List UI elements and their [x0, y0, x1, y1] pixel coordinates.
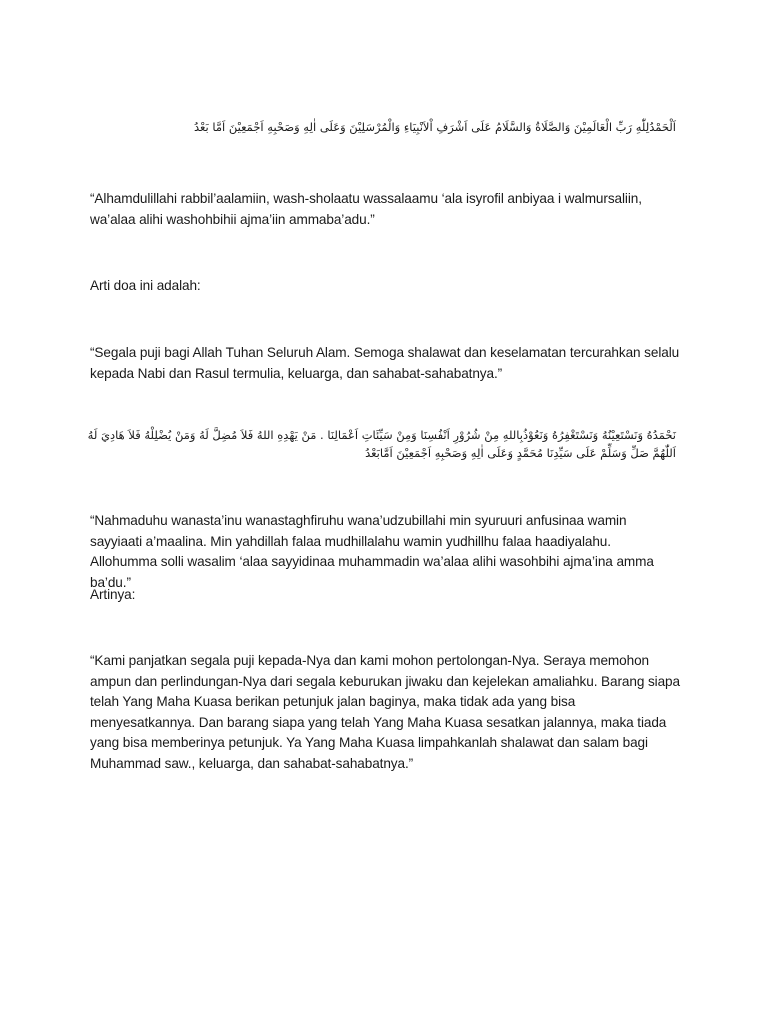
- translation-opening: “Segala puji bagi Allah Tuhan Seluruh Alam. Semoga shalawat dan keselamatan tercurahkan selalu kepada Nabi dan Rasul termulia, keluarga, dan sahabat-sahabatnya.”: [90, 345, 680, 381]
- meaning-label-second: Artinya:: [90, 587, 136, 602]
- meaning-label: Arti doa ini adalah:: [90, 278, 201, 293]
- latin-transliteration-second: “Nahmaduhu wanasta’inu wanastaghfiruhu wana’udzubillahi min syuruuri anfusinaa wamin sayyiaati a’maalina. Min yahdillah falaa mudhillalahu wamin yudhillhu falaa haadiyalahu. Allohumma solli wasalim ‘alaa sayyidinaa muhammadin wa’alaa alihi wasohbihi ajma’ina amma ba’du.”: [90, 513, 654, 590]
- latin-transliteration-opening: “Alhamdulillahi rabbil’aalamiin, wash-sholaatu wassalaamu ‘ala isyrofil anbiyaa i walmursaliin, wa’alaa alihi washohbihii ajma’iin ammaba’adu.”: [90, 191, 642, 227]
- translation-second: “Kami panjatkan segala puji kepada-Nya dan kami mohon pertolongan-Nya. Seraya memohon ampun dan perlindungan-Nya dari segala keburukan jiwaku dan kejelekan amaliahku. Barang siapa telah Yang Maha Kuasa berikan petunjuk jalan baginya, maka tidak ada yang bisa menyesatkannya. Dan barang siapa yang telah Yang Maha Kuasa sesatkan jalannya, maka tiada yang bisa memberinya petunjuk. Ya Yang Maha Kuasa limpahkanlah shalawat dan salam bagi Muhammad saw., keluarga, dan sahabat-sahabatnya.”: [90, 653, 680, 771]
- arabic-second-prayer: نَحْمَدُهُ وَنَسْتَعِيْنُهُ وَنَسْتَغْفِرُهُ وَنَعُوْذُبِاللهِ مِنْ شُرُوْرِ اَنْفُسِنَا وَمِنْ سَيِّئَاتِ اَعْمَالِنَا . مَنْ يَهْدِهِ اللهُ فَلاَ مُضِلَّ لَهُ وَمَنْ يُضْلِلْهُ فَلاَ هَادِيَ لَهُ اَللّٰهُمَّ صَلِّ وَسَلِّمْ عَلَى سَيِّدِنَا مُحَمَّدٍ وَعَلَى اٰلِهِ وَصَحْبِهِ اَجْمَعِيْنَ اَمَّابَعْدُ: [87, 428, 676, 460]
- arabic-opening-prayer: اَلْحَمْدُلِلّٰهِ رَبِّ الْعَالَمِيْنَ وَالصَّلَاةُ وَالسَّلَامُ عَلَى اَشْرَفِ اْلاَنْبِيَاءِ وَالْمُرْسَلِيْنَ وَعَلَى اٰلِهِ وَصَحْبِهِ اَجْمَعِيْنَ اَمَّا بَعْدُ: [193, 120, 676, 134]
